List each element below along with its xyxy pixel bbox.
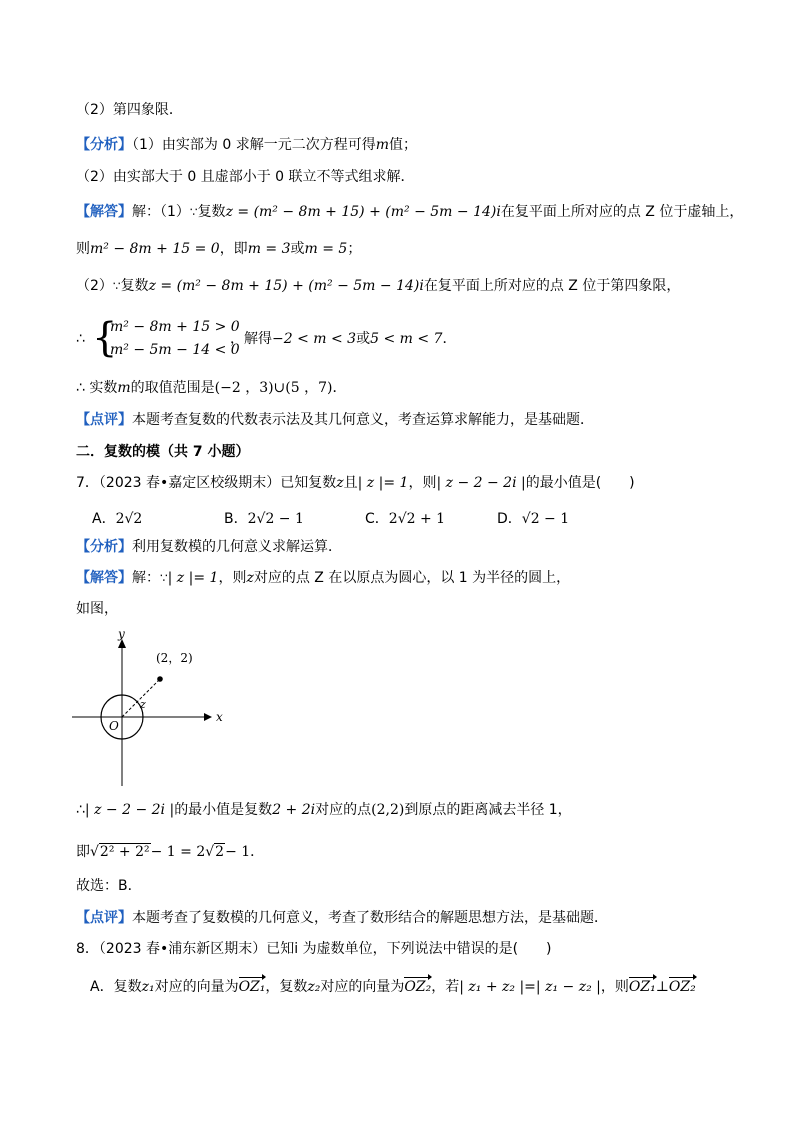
- range-line: ∴ 实数m的取值范围是(−2 ，3)∪(5 ，7)．: [76, 380, 347, 396]
- option-b: B．2√2 − 1: [224, 511, 304, 527]
- comment-q7: 【点评】本题考查了复数模的几何意义，考查了数形结合的解题思想方法，是基础题．: [76, 910, 608, 926]
- point-label: (2，2): [156, 651, 193, 665]
- analysis-q7: 【分析】利用复数模的几何意义求解运算．: [76, 539, 342, 555]
- option-d: D．√2 − 1: [497, 511, 570, 527]
- analysis-line-1: 【分析】（1）由实部为 0 求解一元二次方程可得m值；: [76, 137, 417, 153]
- x-axis-arrow: [204, 713, 212, 721]
- question-7: 7．（2023 春•嘉定区校级期末）已知复数z且| z |= 1，则| z − 2 − 2i |的最小值是( ): [76, 475, 635, 491]
- solution-line-1: 【解答】解：（1）∵复数z = (m² − 8m + 15) + (m² − 5m − 14)i在复平面上所对应的点 Z 位于虚轴上，: [76, 204, 744, 220]
- system-ineq-1: m² − 8m + 15 > 0: [110, 319, 240, 335]
- system-brace: {: [92, 315, 118, 361]
- y-axis-label: y: [118, 627, 125, 641]
- option-a: A．2√2: [92, 511, 143, 527]
- as-shown-text: 如图，: [76, 601, 118, 617]
- section-heading: 二．复数的模（共 7 小题）: [76, 444, 250, 460]
- analysis-line-2: （2）由实部大于 0 且虚部小于 0 联立不等式组求解．: [76, 169, 415, 185]
- solution-line-3: （2）∵复数z = (m² − 8m + 15) + (m² − 5m − 14)i在复平面上所对应的点 Z 位于第四象限，: [76, 278, 681, 294]
- question-8-option-a: A．复数z₁对应的向量为OZ₁，复数z₂对应的向量为OZ₂，若| z₁ + z₂ |=| z₁ − z₂ |，则OZ₁⊥OZ₂: [90, 979, 696, 995]
- therefore-sign: ∴: [76, 331, 85, 347]
- comment-tag: 【点评】: [76, 412, 132, 428]
- analysis-tag: 【分析】: [76, 137, 132, 153]
- solution-tag: 【解答】: [76, 204, 132, 220]
- x-axis-label: x: [216, 710, 223, 724]
- system-solution: ，解得−2 < m < 3或5 < m < 7．: [230, 331, 457, 347]
- answer-choice: 故选：B．: [76, 878, 142, 894]
- calc-line: 即√2² + 2²− 1 = 2√2− 1．: [76, 844, 265, 860]
- solution-q7: 【解答】解：∵| z |= 1，则z对应的点 Z 在以原点为圆心，以 1 为半径的圆上，: [76, 570, 571, 586]
- system-ineq-2: m² − 5m − 14 < 0: [110, 342, 240, 358]
- point-2-2: [157, 676, 163, 682]
- complex-plane-figure: [64, 624, 224, 790]
- line-part2-answer: （2）第四象限．: [76, 102, 183, 118]
- question-8: 8．（2023 春•浦东新区期末）已知i 为虚数单位，下列说法中错误的是( ): [76, 941, 552, 957]
- origin-label: O: [109, 719, 119, 733]
- solution-line-2: 则m² − 8m + 15 = 0，即m = 3或m = 5；: [76, 241, 362, 257]
- min-value-line: ∴| z − 2 − 2i |的最小值是复数2 + 2i对应的点(2,2)到原点的距离减去半径 1，: [76, 802, 572, 818]
- option-c: C．2√2 + 1: [365, 511, 446, 527]
- comment-line-1: 【点评】本题考查复数的代数表示法及其几何意义，考查运算求解能力，是基础题．: [76, 412, 594, 428]
- z-label: z: [140, 698, 146, 711]
